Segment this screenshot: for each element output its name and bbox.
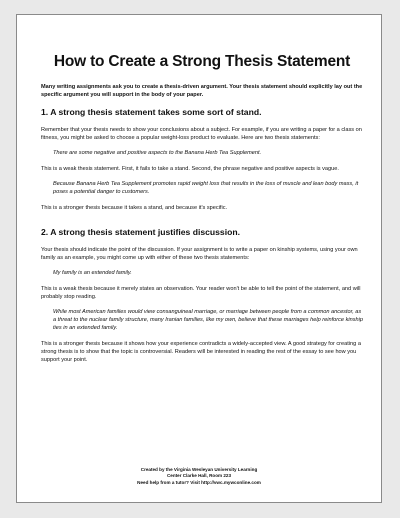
- footer-line-1: Created by the Virginia Wesleyan University Learning: [140, 466, 258, 472]
- section-1-paragraph-3: This is a stronger thesis because it takes a stand, and because it's specific.: [41, 205, 228, 211]
- footer-line-2: Center Clarke Hall, Room 223: [166, 473, 232, 478]
- intro-paragraph: Many writing assignments ask you to create a thesis-driven argument. Your thesis statement should explicitly lay out the specific argument you will support in the body of your paper.: [41, 84, 363, 98]
- section-1-paragraph-1: Remember that your thesis needs to show your conclusions about a subject. For example, if you are writing a paper for a class on fitness, you might be asked to choose a popular weight-loss product to evaluate. Here are two thesis statements:: [41, 127, 362, 141]
- document-page: [16, 14, 382, 503]
- section-1-example-2: Because Banana Herb Tea Supplement promotes rapid weight loss that results in the loss of muscle and lean body mass, it poses a potential danger to customers.: [53, 181, 359, 195]
- section-2-paragraph-3: This is a stronger thesis because it shows how your experience contradicts a widely-accepted view. A good strategy for creating a strong thesis is to show that the topic is controversial. Readers will be interested in reading the rest of the essay to see how you support your point.: [41, 341, 361, 363]
- page-footer: [17, 467, 381, 487]
- section-2-paragraph-2: This is a weak thesis because it merely states an observation. Your reader won't be able to tell the point of the statement, and will probably stop reading.: [41, 286, 361, 300]
- section-2-example-1: My family is an extended family.: [53, 270, 132, 276]
- section-2-paragraph-1: Your thesis should indicate the point of the discussion. If your assignment is to write a paper on kinship systems, using your own family as an example, you might come up with either of these two thesis statements:: [41, 247, 358, 261]
- section-1-heading: 1. A strong thesis statement takes some sort of stand.: [41, 107, 262, 117]
- section-2-example-2: While most American families would view consanguineal marriage, or marriage between people from a common ancestor, as a threat to the nuclear family structure, many Iranian families, like my own, believe that these marriages help reinforce kinship ties in an extended family.: [53, 309, 363, 331]
- section-2-heading: 2. A strong thesis statement justifies discussion.: [41, 227, 240, 237]
- page-title: How to Create a Strong Thesis Statement: [53, 53, 351, 70]
- section-spacer: [41, 219, 363, 227]
- section-1-example-1: There are some negative and positive aspects to the Banana Herb Tea Supplement.: [53, 150, 262, 156]
- section-1-paragraph-2: This is a weak thesis statement. First, it fails to take a stand. Second, the phrase negative and positive aspects is vague.: [41, 166, 339, 172]
- footer-line-3: Need help from a tutor? Visit http://vwc.mywconline.com: [137, 479, 261, 485]
